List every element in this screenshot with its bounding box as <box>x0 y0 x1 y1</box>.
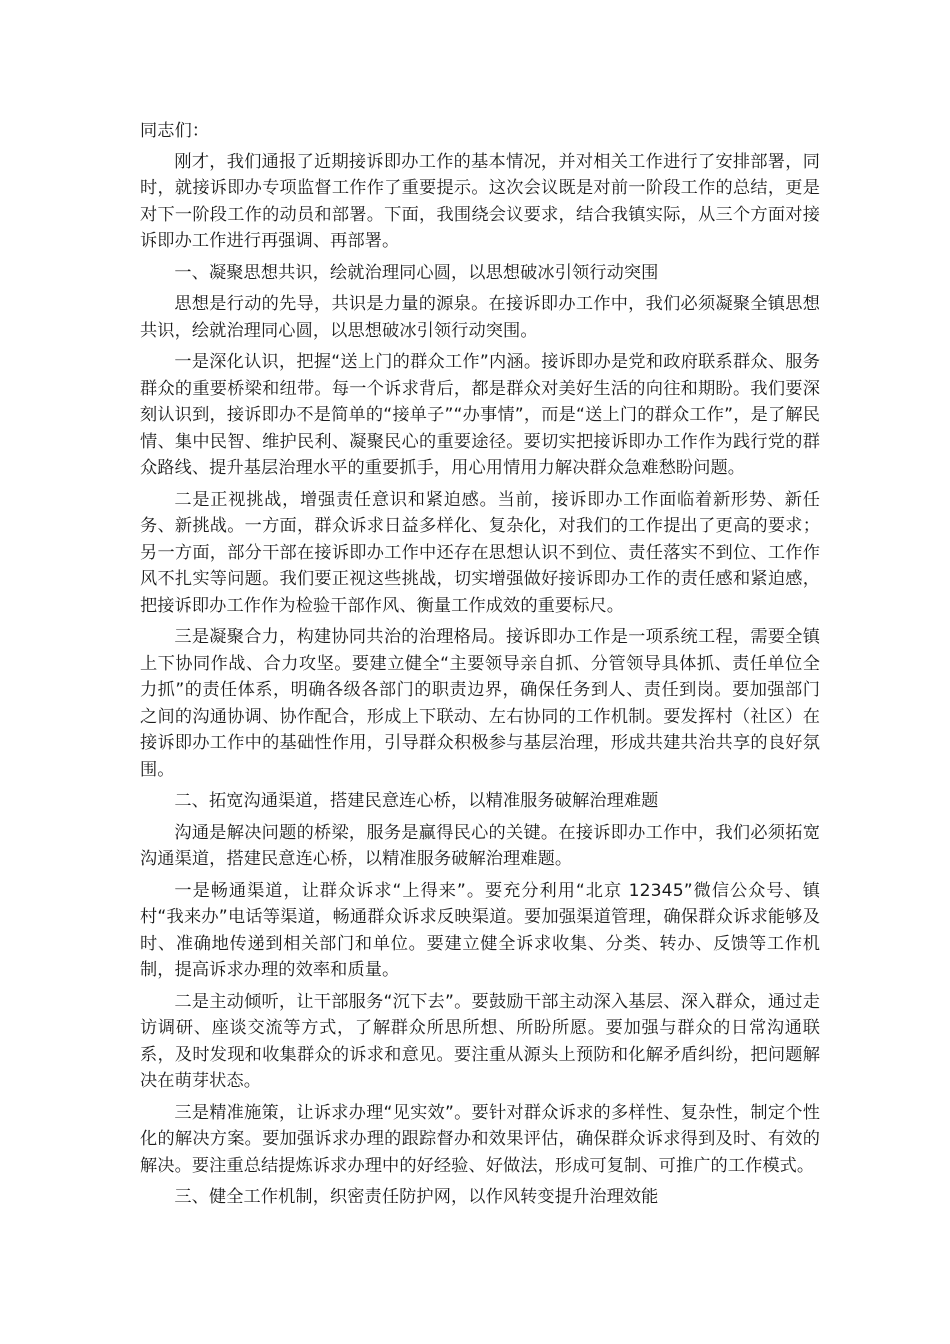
intro-paragraph: 刚才，我们通报了近期接诉即办工作的基本情况，并对相关工作进行了安排部署，同时，就接诉即办专项监督工作作了重要提示。这次会议既是对前一阶段工作的总结，更是对下一阶段工作的动员和部署。下面，我围绕会议要求，结合我镇实际，从三个方面对接诉即办工作进行再强调、再部署。 <box>140 151 820 251</box>
section-1-point-3: 三是凝聚合力，构建协同共治的治理格局。接诉即办工作是一项系统工程，需要全镇上下协同作战、合力攻坚。要建立健全“主要领导亲自抓、分管领导具体抓、责任单位全力抓”的责任体系，明确各级各部门的职责边界，确保任务到人、责任到岗。要加强部门之间的沟通协调、协作配合，形成上下联动、左右协同的工作机制。要发挥村（社区）在接诉即办工作中的基础性作用，引导群众积极参与基层治理，形成共建共治共享的良好氛围。 <box>140 627 820 780</box>
document-page <box>140 118 820 1216</box>
section-2-point-1: 一是畅通渠道，让群众诉求“上得来”。要充分利用“北京 12345”微信公众号、镇村“我来办”电话等渠道，畅通群众诉求反映渠道。要加强渠道管理，确保群众诉求能够及时、准确地传递到相关部门和单位。要建立健全诉求收集、分类、转办、反馈等工作机制，提高诉求办理的效率和质量。 <box>140 880 820 980</box>
section-heading-1: 一、凝聚思想共识，绘就治理同心圆，以思想破冰引领行动突围 <box>174 262 659 283</box>
section-1-point-1: 一是深化认识，把握“送上门的群众工作”内涵。接诉即办是党和政府联系群众、服务群众的重要桥梁和纽带。每一个诉求背后，都是群众对美好生活的向往和期盼。我们要深刻认识到，接诉即办不是简单的“接单子”“办事情”，而是“送上门的群众工作”，是了解民情、集中民智、维护民利、凝聚民心的重要途径。要切实把接诉即办工作作为践行党的群众路线、提升基层治理水平的重要抓手，用心用情用力解决群众急难愁盼问题。 <box>140 352 820 478</box>
section-2-point-3: 三是精准施策，让诉求办理“见实效”。要针对群众诉求的多样性、复杂性，制定个性化的解决方案。要加强诉求办理的跟踪督办和效果评估，确保群众诉求得到及时、有效的解决。要注重总结提炼诉求办理中的好经验、好做法，形成可复制、可推广的工作模式。 <box>140 1102 820 1176</box>
section-1-point-2: 二是正视挑战，增强责任意识和紧迫感。当前，接诉即办工作面临着新形势、新任务、新挑战。一方面，群众诉求日益多样化、复杂化，对我们的工作提出了更高的要求；另一方面，部分干部在接诉即办工作中还存在思想认识不到位、责任落实不到位、工作作风不扎实等问题。我们要正视这些挑战，切实增强做好接诉即办工作的责任感和紧迫感，把接诉即办工作作为检验干部作风、衡量工作成效的重要标尺。 <box>140 489 820 616</box>
section-1-intro: 思想是行动的先导，共识是力量的源泉。在接诉即办工作中，我们必须凝聚全镇思想共识，绘就治理同心圆，以思想破冰引领行动突围。 <box>140 294 820 341</box>
section-heading-3: 三、健全工作机制，织密责任防护网，以作风转变提升治理效能 <box>174 1187 659 1207</box>
section-2-point-2: 二是主动倾听，让干部服务“沉下去”。要鼓励干部主动深入基层、深入群众，通过走访调研、座谈交流等方式，了解群众所思所想、所盼所愿。要加强与群众的日常沟通联系，及时发现和收集群众的诉求和意见。要注重从源头上预防和化解矛盾纠纷，把问题解决在萌芽状态。 <box>140 991 820 1091</box>
salutation: 同志们： <box>140 121 210 141</box>
section-heading-2: 二、拓宽沟通渠道，搭建民意连心桥，以精准服务破解治理难题 <box>174 791 659 811</box>
section-2-intro: 沟通是解决问题的桥梁，服务是赢得民心的关键。在接诉即办工作中，我们必须拓宽沟通渠道，搭建民意连心桥，以精准服务破解治理难题。 <box>140 822 820 869</box>
